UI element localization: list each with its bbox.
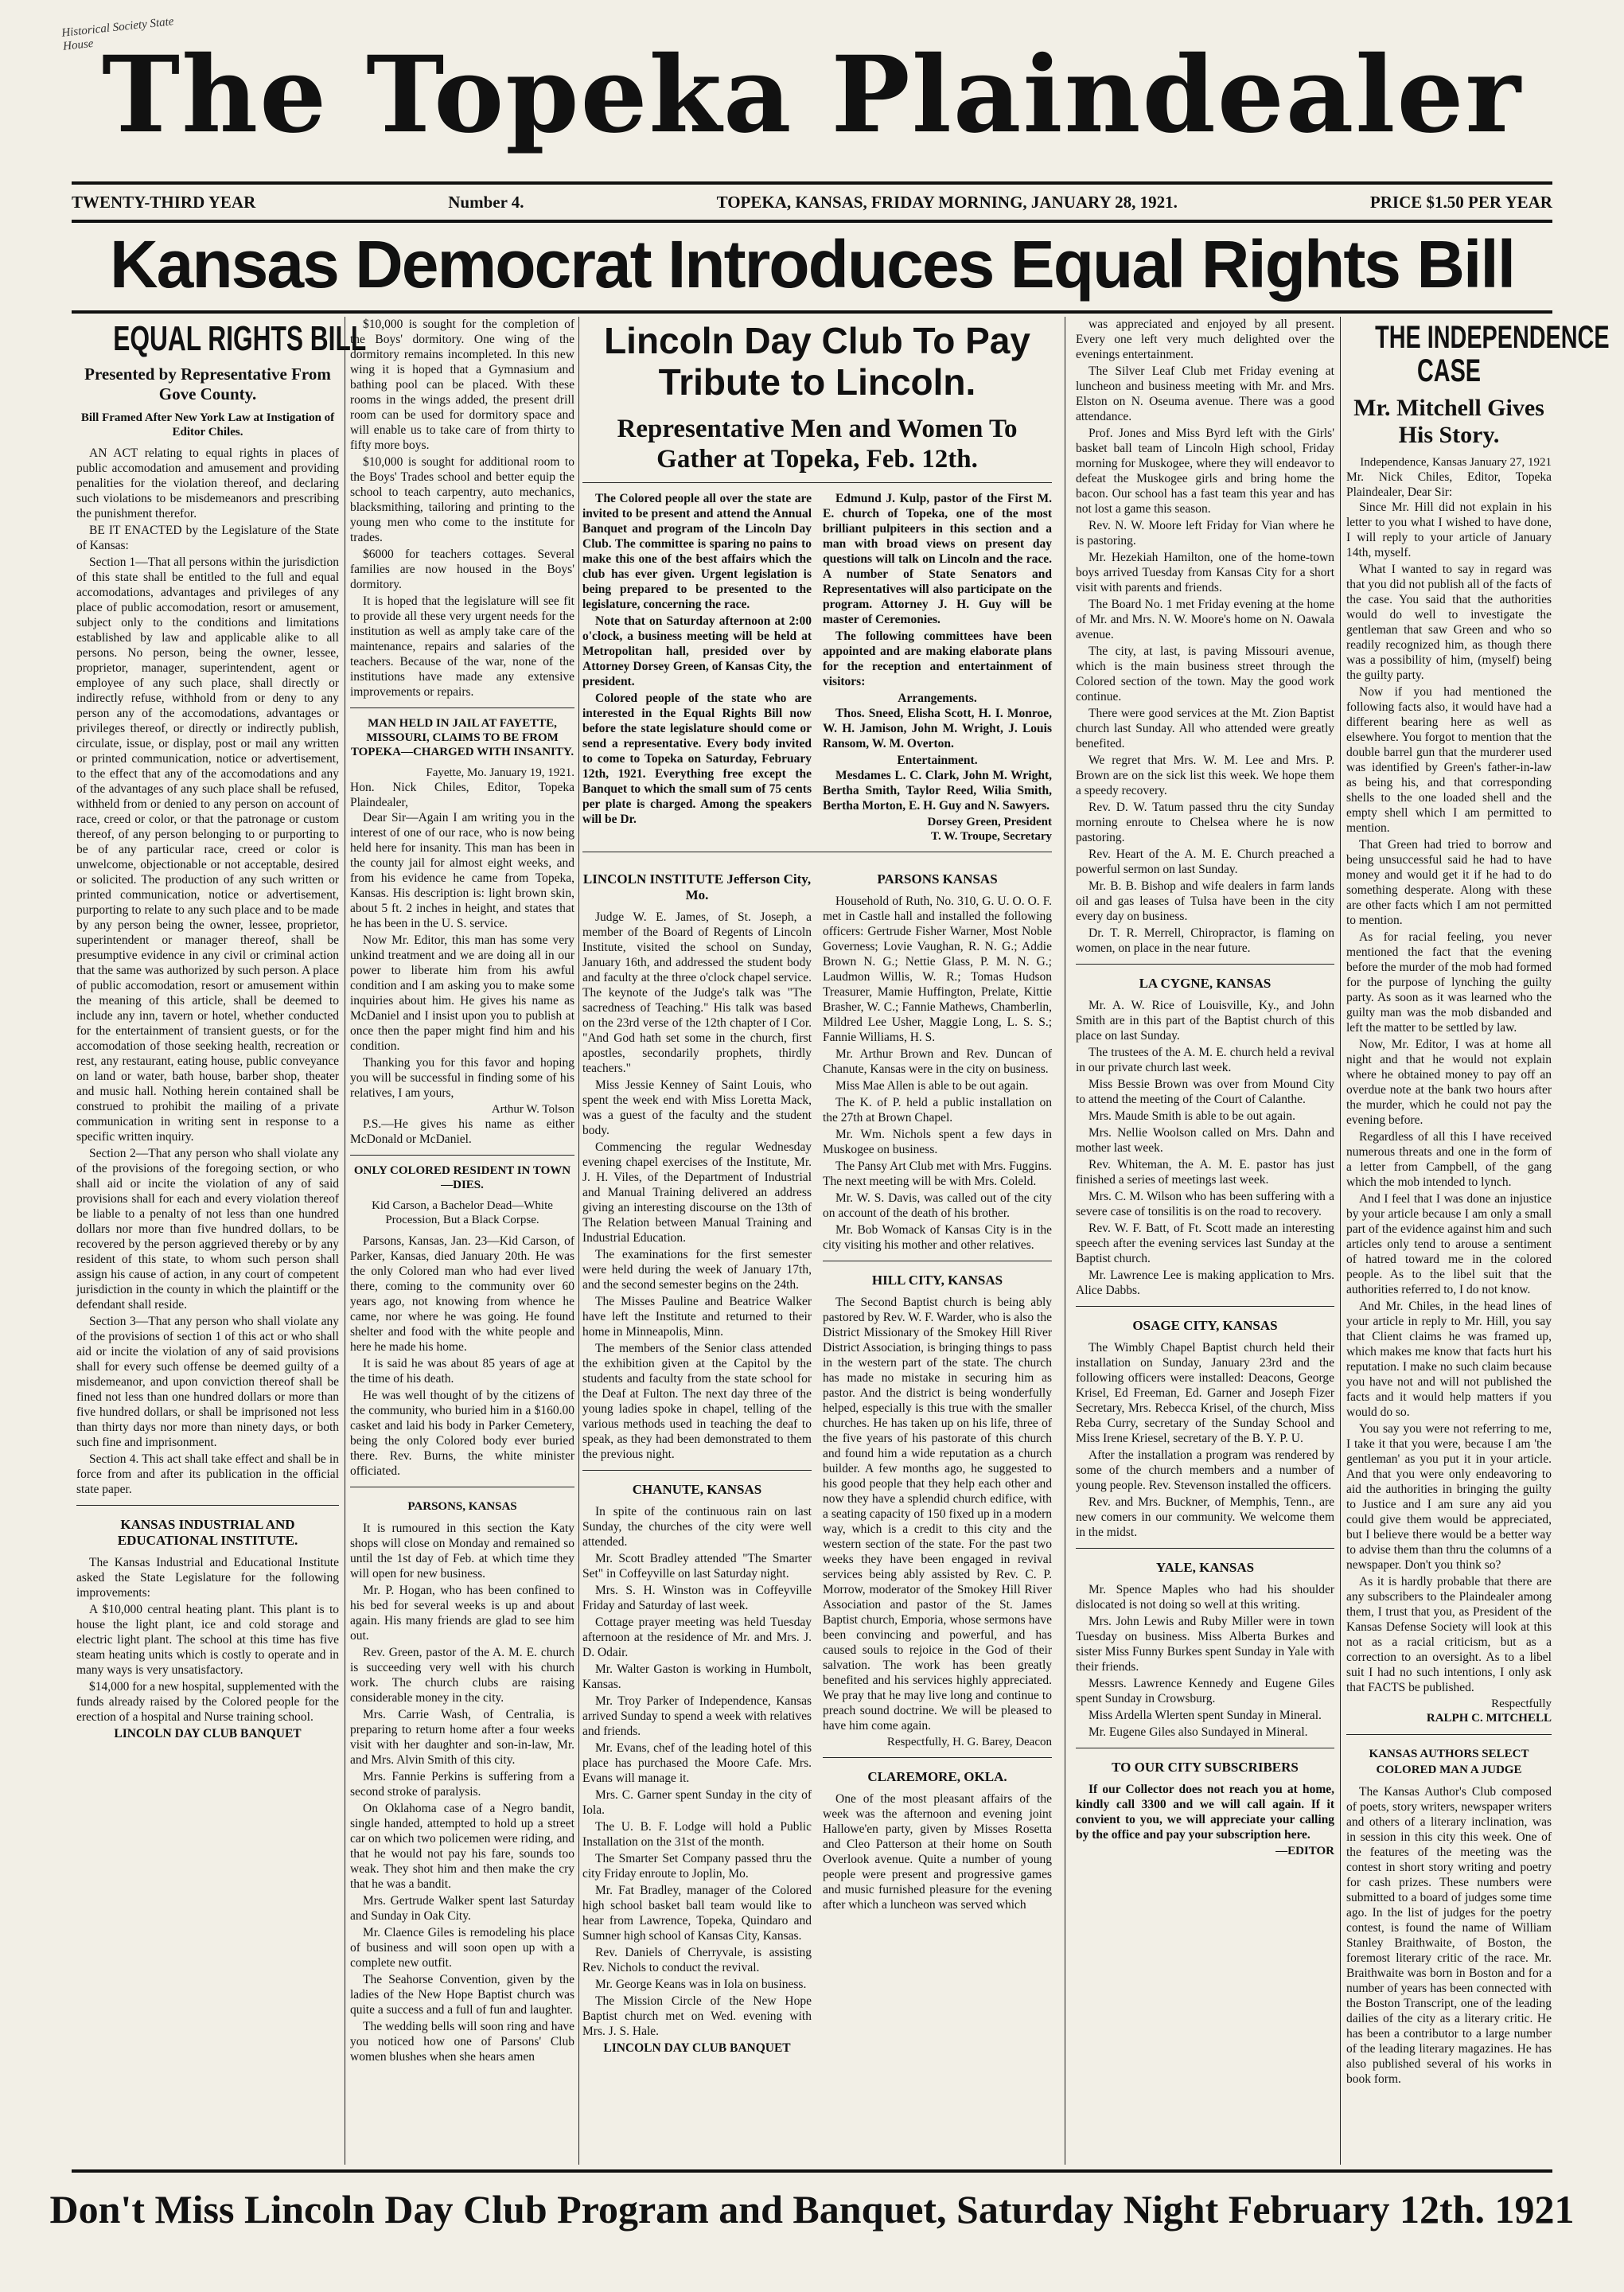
column-3 (582, 317, 1052, 2165)
volume-year: TWENTY-THIRD YEAR (72, 192, 256, 212)
section-title: CLAREMORE, OKLA. (867, 1769, 1007, 1784)
section-subtitle: Kid Carson, a Bachelor Dead—White Procession, But a Black Corpse. (372, 1199, 553, 1226)
article-paragraph: The trustees of the A. M. E. church held a revival in our private church last week. (1076, 1046, 1334, 1074)
article-paragraph: On Oklahoma case of a Negro bandit, single handed, attempted to hold up a street car on which two policemen were riding, and that he would not pay his fare, sounds too weak. They shot him and then make the cry that he was a bandit. (350, 1802, 574, 1891)
independence-title-2: CASE (1416, 353, 1482, 388)
article-paragraph: The Misses Pauline and Beatrice Walker have left the Institute and returned to their home in Minneapolis, Minn. (582, 1295, 812, 1339)
column-footer: LINCOLN DAY CLUB BANQUET (603, 2041, 791, 2055)
article-paragraph: There were good services at the Mt. Zion Baptist church last Sunday. All who attended were greatly benefited. (1076, 707, 1334, 750)
article-paragraph: Edmund J. Kulp, pastor of the First M. E. church of Topeka, one of the most brilliant pulpiteers in this section and a man with broad views on present day questions will talk on Lincoln and the race. A number of State Senators and Representatives will also participate on the program. Attorney J. H. Guy will be master of Ceremonies. (823, 492, 1052, 626)
article-paragraph: Now if you had mentioned the following facts also, it would have had a different bearing here as well as elsewhere. You forgot to mention that the double barrel gun that the murderer used was identified by Green's father-in-law as being his, and that corresponding shells to the one loaded shell and the empty shell which I am permitted to mention. (1346, 685, 1552, 835)
article-paragraph: Mr. Hezekiah Hamilton, one of the home-town boys arrived Tuesday from Kansas City for a short visit with parents and friends. (1076, 551, 1334, 594)
article-paragraph: Section 3—That any person who shall violate any of the provisions of section 1 of this act or who shall aid or incite the violation of any of said provisions shall for every such offense be deemed guilty of a misdemeanor, and upon conviction thereof shall be fined not less than one hundred dollars or more than five hundred dollars, or shall be imprisoned not less than thirty days nor more than ninety days, or both such fine and imprisonment. (76, 1315, 339, 1449)
article-paragraph: Rev. and Mrs. Buckner, of Memphis, Tenn., are new comers in our community. We welcome them in the midst. (1076, 1495, 1334, 1539)
article-paragraph: Thanking you for this favor and hoping you will be successful in finding some of his relatives, I am yours, (350, 1056, 574, 1100)
article-paragraph: He was well thought of by the citizens of the community, who buried him in a $160.00 casket and laid his body in Parker Cemetery, being the only Colored body ever buried there. Rev. Burns, the white minister officiated. (350, 1389, 574, 1478)
article-paragraph: Parsons, Kansas, Jan. 23—Kid Carson, of Parker, Kansas, died January 20th. He was the only Colored man who had ever lived there, coming to the community over 60 years ago, not knowing from whence he came, nor where he was going. He found shelter and food with the white people and here he made his home. (350, 1234, 574, 1354)
secretary-signature: T. W. Troupe, Secretary (931, 830, 1052, 843)
section-rule (1076, 964, 1334, 965)
article-paragraph: Rev. W. F. Batt, of Ft. Scott made an interesting speech after the evening services last Sunday at the Baptist church. (1076, 1222, 1334, 1265)
article-paragraph: The Seahorse Convention, given by the ladies of the New Hope Baptist church was quite a success and a full of fun and laughter. (350, 1973, 574, 2017)
article-paragraph: The Mission Circle of the New Hope Baptist church met on Wed. evening with Mrs. J. S. Hale. (582, 1994, 812, 2038)
article-paragraph: Mesdames L. C. Clark, John M. Wright, Bertha Smith, Taylor Reed, Wilia Smith, Bertha Morton, E. H. Guy and N. Sawyers. (823, 769, 1052, 813)
article-paragraph: Dear Sir—Again I am writing you in the interest of one of our race, who is now being held here for insanity. This man has been in the county jail for almost eight weeks, and from his evidence he came from Topeka, Kansas. His description is: light brown skin, about 5 ft. 2 inches in height, and states that he has been in the U. S. service. (350, 811, 574, 930)
article-paragraph: In spite of the continuous rain on last Sunday, the churches of the city were well attended. (582, 1505, 812, 1549)
article-paragraph: BE IT ENACTED by the Legislature of the State of Kansas: (76, 524, 339, 552)
section-rule (823, 1757, 1052, 1758)
article-paragraph: Rev. Heart of the A. M. E. Church preached a powerful sermon on last Sunday. (1076, 848, 1334, 876)
article-paragraph: The following committees have been appointed and are making elaborate plans for the reception and entertainment of visitors: (823, 630, 1052, 688)
section-title: MAN HELD IN JAIL AT FAYETTE, MISSOURI, CLAIMS TO BE FROM TOPEKA—CHARGED WITH INSANITY. (350, 717, 574, 758)
article-paragraph: Section 2—That any person who shall violate any of the provisions of the foregoing section, or who shall aid or incite the violation of any of said provisions shall for each and every violation thereof be liable to a penalty of not less than one hundred dollars nor more than five hundred dollars, to be recovered by the person aggrieved thereby or by any resident of this state, to whom such person shall assign his cause of action, in any court of competent jurisdiction in the county in which the plaintiff or the defendant shall reside. (76, 1147, 339, 1312)
article-paragraph: The K. of P. held a public installation on the 27th at Brown Chapel. (823, 1096, 1052, 1125)
article-paragraph: Mrs. Fannie Perkins is suffering from a second stroke of paralysis. (350, 1770, 574, 1799)
article-paragraph: The Kansas Author's Club composed of poets, story writers, newspaper writers and others of a literary inclination, was in session in this city this week. One of the features of the meeting was the contest in short story writing and poetry for cash prizes. These numbers were submitted to a board of judges some time ago. In the list of judges for the poetry contest, is found the name of William Stanley Braithwaite, of Boston, the foremost literary critic of the race. Mr. Braithwaite was born in Boston and for a number of years has been connected with the Boston Transcript, one of the leading dailies of the city as a literary critic. He has been a contributor to a large number of the leading literary magazines. He has also published several of his works in book form. (1346, 1785, 1552, 2086)
article-paragraph: As it is hardly probable that there are any subscribers to the Plaindealer among them, I trust that you, as President of the Kansas Defense Society will look at this not as a racial criticism, but as a correction to an oversight. As to a libel suit I had no such intentions, I only ask that FACTS be published. (1346, 1575, 1552, 1694)
article-paragraph: As for racial feeling, you never mentioned the fact that the evening before the murder of the mob had formed for the purpose of lynching the guilty party. As soon as it was learned who the guilty man was the mob disbanded and left the matter to be settled by law. (1346, 930, 1552, 1035)
section-rule (582, 1470, 812, 1471)
article-paragraph: $14,000 for a new hospital, supplemented with the funds already raised by the Colored people for the erection of a hospital and Nurse training school. (76, 1680, 339, 1724)
article-paragraph: Miss Bessie Brown was over from Mound City to attend the meeting of the Court of Calanthe. (1076, 1078, 1334, 1106)
article-paragraph: Mrs. Nellie Woolson called on Mrs. Dahn and mother last week. (1076, 1126, 1334, 1155)
article-paragraph: Prof. Jones and Miss Byrd left with the Girls' basket ball team of Lincoln High school, Friday morning for Muskogee, where they will endeavor to defeat the Muskogee girls and bring home the bacon. Our school has a fast team this year and has not lost a game this season. (1076, 427, 1334, 516)
article-paragraph: Regardless of all this I have received numerous threats and one in the form of a letter from Campbell, of the gang which the mob intended to lynch. (1346, 1130, 1552, 1189)
letter-salute: Mr. Nick Chiles, Editor, Topeka Plaindealer, Dear Sir: (1346, 470, 1552, 499)
letter-salute: Hon. Nick Chiles, Editor, Topeka Plaindealer, (350, 781, 574, 809)
letter-dateline: Independence, Kansas January 27, 1921 (1360, 456, 1552, 469)
article-paragraph: The Colored people all over the state are invited to be present and attend the Annual Banquet and program of the Lincoln Day Club. The committee is sparing no pains to make this one of the best affairs which the club has ever given. Urgent legislation is being prepared to be presented to the legislature, concerning the race. (582, 492, 812, 611)
article-paragraph: Mrs. S. H. Winston was in Coffeyville Friday and Saturday of last week. (582, 1584, 812, 1612)
article-paragraph: The members of the Senior class attended the exhibition given at the Capitol by the students and faculty from the state school for the Deaf at Fulton. The next day three of the young ladies spoke in chapel, telling of the various methods used in teaching the deaf to speak, as they had been demonstrated to them the previous night. (582, 1342, 812, 1461)
section-title: YALE, KANSAS (1155, 1560, 1255, 1575)
section-rule (1076, 1548, 1334, 1549)
article-paragraph: The Pansy Art Club met with Mrs. Fuggins. The next meeting will be with Mrs. Coleld. (823, 1160, 1052, 1188)
section-title: LA CYGNE, KANSAS (1139, 976, 1272, 991)
article-paragraph: Mr. A. W. Rice of Louisville, Ky., and John Smith are in this part of the Baptist church of this place on last Sunday. (1076, 999, 1334, 1043)
article-paragraph: Mrs. C. M. Wilson who has been suffering with a severe case of tonsilitis is on the road to recovery. (1076, 1190, 1334, 1218)
article-paragraph: If our Collector does not reach you at home, kindly call 3300 and we will call again. If it convient to you, we will appreciate your calling by the office and pay your subscription here. (1076, 1783, 1334, 1842)
article-paragraph: The Kansas Industrial and Educational Institute asked the State Legislature for the following improvements: (76, 1556, 339, 1600)
article-paragraph: Thos. Sneed, Elisha Scott, H. I. Monroe, W. H. Jamison, John M. Wright, J. Louis Ransom, W. M. Overton. (823, 707, 1052, 750)
column-divider (578, 317, 579, 2165)
article-paragraph: Mr. Claence Giles is remodeling his place of business and will soon open up with a complete new outfit. (350, 1926, 574, 1970)
article-paragraph: Mr. P. Hogan, who has been confined to his bed for several weeks is up and about again. His many friends are glad to see him out. (350, 1584, 574, 1643)
article-paragraph: Rev. Whiteman, the A. M. E. pastor has just finished a series of meetings last week. (1076, 1158, 1334, 1187)
article-paragraph: Mr. Lawrence Lee is making application to Mrs. Alice Dabbs. (1076, 1269, 1334, 1297)
dateline: TOPEKA, KANSAS, FRIDAY MORNING, JANUARY 28, 1921. (716, 192, 1178, 212)
article-paragraph: The city, at last, is paving Missouri avenue, which is the main business street through the Colored section of the town. May the good work continue. (1076, 645, 1334, 704)
section-title: ONLY COLORED RESIDENT IN TOWN—DIES. (353, 1164, 571, 1191)
bottom-banner: Don't Miss Lincoln Day Club Program and Banquet, Saturday Night February 12th. 1921 (49, 2187, 1575, 2232)
article-paragraph: Rev. Green, pastor of the A. M. E. church is succeeding very well with his church work. The church clubs are raising considerable money in the city. (350, 1646, 574, 1705)
article-paragraph: Mr. Troy Parker of Independence, Kansas arrived Sunday to spend a week with relatives and friends. (582, 1694, 812, 1738)
section-title: CHANUTE, KANSAS (632, 1482, 762, 1497)
article-paragraph: Now, Mr. Editor, I was at home all night and that he would not explain where he obtained money to pay off an overdue note at the bank two hours after the murder, which he could not pay the evening before. (1346, 1038, 1552, 1127)
lincoln-day-sub: Representative Men and Women To Gather at Topeka, Feb. 12th. (617, 415, 1018, 474)
masthead: The Topeka Plaindealer (101, 33, 1522, 157)
bottom-rule (72, 2169, 1552, 2173)
letter-signature: Respectfully, H. G. Barey, Deacon (886, 1736, 1052, 1748)
article-paragraph: And I feel that I was done an injustice by your article because I am only a small part of the evidence against him and such articles only tend to arouse a sentiment of hatred toward me in the colored people. As to the libel suit that the authorities referred to, I do not know. (1346, 1192, 1552, 1296)
article-paragraph: Rev. D. W. Tatum passed thru the city Sunday morning enroute to Chelsea where he is now pastoring. (1076, 801, 1334, 844)
article-paragraph: Mrs. C. Garner spent Sunday in the city of Iola. (582, 1788, 812, 1817)
section-title: LINCOLN INSTITUTE Jefferson City, Mo. (582, 871, 812, 902)
equal-rights-title: EQUAL RIGHTS BILL (113, 319, 367, 358)
article-paragraph: Mrs. Gertrude Walker spent last Saturday and Sunday in Oak City. (350, 1894, 574, 1923)
article-paragraph: Mr. Wm. Nichols spent a few days in Muskogee on business. (823, 1128, 1052, 1156)
committee-label: Entertainment. (897, 754, 978, 767)
article-paragraph: The wedding bells will soon ring and have you noticed how one of Parsons' Club women blushes when she hears amen (350, 2020, 574, 2064)
price: PRICE $1.50 PER YEAR (1369, 192, 1552, 212)
column-3-lower (582, 860, 1052, 2056)
article-paragraph: Rev. Daniels of Cherryvale, is assisting Rev. Nichols to conduct the revival. (582, 1946, 812, 1974)
article-paragraph: Mrs. John Lewis and Ruby Miller were in town Tuesday on business. Miss Alberta Burkes and sister Miss Funny Burkes spent Sunday in Yale with their friends. (1076, 1615, 1334, 1674)
article-paragraph: A $10,000 central heating plant. This plant is to house the light plant, ice and cold storage and electric light plant. The school at this time has five steam heating units which is costly to operate and in many ways is very unsatisfactory. (76, 1603, 339, 1677)
article-paragraph: The Board No. 1 met Friday evening at the home of Mr. and Mrs. N. W. Moore's home on N. Oawala avenue. (1076, 598, 1334, 641)
section-rule (1076, 1306, 1334, 1307)
article-paragraph: $10,000 is sought for additional room to the Boys' Trades school and better equip the school to teach carpentry, auto mechanics, blacksmithing, tailoring and printing to the young men who come to the institute for trades. (350, 455, 574, 544)
article-paragraph: We regret that Mrs. W. M. Lee and Mrs. P. Brown are on the sick list this week. We hope them a speedy recovery. (1076, 754, 1334, 797)
section-title: OSAGE CITY, KANSAS (1132, 1318, 1278, 1333)
article-paragraph: Dr. T. R. Merrell, Chiropractor, is flaming on women, on place in the near future. (1076, 926, 1334, 955)
lincoln-day-body (582, 491, 1052, 844)
article-paragraph: Colored people of the state who are interested in the Equal Rights Bill now before the state legislature should come or send a representative. Every body invited to come to Topeka on Saturday, February 12th, 1921. Everything free except the Banquet to which the small sum of 75 cents per plate is charged. Among the speakers will be Dr. (582, 692, 812, 826)
article-paragraph: Mr. Spence Maples who had his shoulder dislocated is not doing so well at this writing. (1076, 1583, 1334, 1612)
article-paragraph: Section 1—That all persons within the jurisdiction of this state shall be entitled to the full and equal accomodations, advantages and privileges of any place of public accomodation, resort or amusement, subject only to the conditions and limitations established by law and applicable alike to all persons. No person, being the owner, lessee, proprietor, manager, superintendent, agent or employee of any such place, shall directly or indirectly refuse, withhold from or deny to any person any of the accomodations, advantages or privileges thereof, or directly or indirectly publish, circulate, issue, or display, post or mail any written or printed communication, notice or advertisement, to the effect that any of the accomodations and any of the advantages of any such place shall be refused, withheld from or denied to any person on account of race, creed or color, or that the patronage or custom thereof, of any person belonging to or purporting to be of any particular race, creed or color is unwelcome, objectionable or not acceptable, desired or solicited. The production of any such written or printed communication, notice or advertisement, purporting to relate to any such place and to be made by any person being the owner, lessee, proprietor, superintendent or manager thereof, shall be presumptive evidence in any civil or criminal action that the same was authorized by such person. A place of public accomodation, resort or amusement within the meaning of this article, shall be deemed to include any inn, tavern or hotel, whether conducted for the entertainment of transient guests, or for the accomodation of those seeking health, recreation or rest, any restaurant, eating house, public conveyance on land or water, bath house, barber shop, theater and music hall. Nothing herein contained shall be construed to prohibit the mailing of a private communication in writing sent in response to a specific written inquiry. (76, 555, 339, 1144)
section-title: PARSONS, KANSAS (407, 1500, 517, 1513)
article-paragraph: was appreciated and enjoyed by all present. Every one left very much delighted over the evenings entertainment. (1076, 318, 1334, 361)
equal-rights-sub: Presented by Representative From Gove County. (84, 364, 331, 403)
article-paragraph: The U. B. F. Lodge will hold a Public Installation on the 31st of the month. (582, 1820, 812, 1849)
column-footer: LINCOLN DAY CLUB BANQUET (114, 1727, 302, 1740)
article-paragraph: Rev. N. W. Moore left Friday for Vian where he is pastoring. (1076, 519, 1334, 548)
article-paragraph: And Mr. Chiles, in the head lines of your article in reply to Mr. Hill, you say that Client claims he was framed up, which makes me know that facts hurt his reputation. I make no such claim because you have not and will not published the facts and it would help matters if you would do so. (1346, 1300, 1552, 1419)
article-paragraph: Mr. Scott Bradley attended "The Smarter Set" in Coffeyville on last Saturday night. (582, 1552, 812, 1581)
independence-sub: Mr. Mitchell Gives His Story. (1353, 395, 1544, 448)
column-2 (350, 317, 574, 2165)
main-headline: Kansas Democrat Introduces Equal Rights Bill (109, 227, 1515, 302)
letter-signature: Arthur W. Tolson (491, 1103, 574, 1116)
section-title: HILL CITY, KANSAS (871, 1273, 1003, 1288)
article-paragraph: Mr. Fat Bradley, manager of the Colored high school basket ball team would like to hear from Lawrence, Topeka, Quindaro and Sumner high school of Kansas City, Kansas. (582, 1884, 812, 1943)
article-paragraph: It is rumoured in this section the Katy shops will close on Monday and remained so until the 1st day of Feb. at which time they will open for new business. (350, 1522, 574, 1581)
article-paragraph: Since Mr. Hill did not explain in his letter to you what I wished to have done, I will reply to your article of January 14th, myself. (1346, 501, 1552, 559)
section-title: TO OUR CITY SUBSCRIBERS (1112, 1760, 1299, 1775)
article-paragraph: $6000 for teachers cottages. Several families are now housed in the Boys' dormitory. (350, 548, 574, 591)
article-paragraph: $10,000 is sought for the completion of the Boys' dormitory. One wing of the dormitory remains incompleted. In this new wing it is hoped that a Gymnasium and bathing pool can be placed. With these rooms in the wings added, the present drill room can be used for dormitory space and will enable us to take care of from thirty to fifty more boys. (350, 318, 574, 452)
article-paragraph: Messrs. Lawrence Kennedy and Eugene Giles spent Sunday in Crowsburg. (1076, 1677, 1334, 1705)
letter-signature: RALPH C. MITCHELL (1426, 1712, 1552, 1725)
article-paragraph: Miss Jessie Kenney of Saint Louis, who spent the week end with Miss Loretta Mack, was a guest of the faculty and the student body. (582, 1078, 812, 1137)
column-4 (1076, 317, 1334, 2165)
article-paragraph: The Second Baptist church is being ably pastored by Rev. W. F. Warder, who is also the District Missionary of the Smokey Hill River District Association, is bringing things to pass in the western part of the state. The church has made no mistake in securing him as pastor. And the district is being wonderfully helped, especially is this true with the smaller churches. He has taken up on his life, three of the five years of his pastorate of this church and found him a wide reputation as a church builder. A few months ago, he suggested to his good people that they help each other and now they have a splendid church edifice, with a seating capacity of 150 fixed up in a modern way, which is a credit to this city and the western section of the state. For the past two weeks they have been engaged in revival services being ably assisted by Rev. C. P. Morrow, moderator of the Smokey Hill River Association and pastor of the St. James Baptist church, Emporia, whose sermons have been convincing and powerful, and has caused souls to rejoice in the God of their salvation. The work has been greatly benefited and his services highly appreciated. We pray that he may live long and continue to preach sound doctrine. We will be pleased to have him come again. (823, 1296, 1052, 1733)
article-paragraph: AN ACT relating to equal rights in places of public accomodation and amusement and providing penalities for the violation thereof, and declaring such violations to be misdemeanors and prescribing the punishment therefor. (76, 446, 339, 520)
article-paragraph: Mr. George Keans was in Iola on business. (595, 1978, 807, 1991)
editor-signature: —EDITOR (1275, 1845, 1334, 1857)
letter-closing: Respectfully (1491, 1698, 1552, 1710)
article-paragraph: Mr. Evans, chef of the leading hotel of this place has purchased the Moore Cafe. Mrs. Evans will manage it. (582, 1741, 812, 1785)
president-signature: Dorsey Green, President (927, 816, 1052, 828)
headline-rule (72, 310, 1552, 314)
issue-number: Number 4. (448, 192, 524, 212)
article-paragraph: The Silver Leaf Club met Friday evening at luncheon and business meeting with Mr. and Mrs. Elston on N. Oseuma avenue. There was a good attendance. (1076, 364, 1334, 423)
article-paragraph: The Wimbly Chapel Baptist church held their installation on Sunday, January 23rd and the following officers were installed: Deacons, George Krisel, Ed Freeman, Ed. Garner and Joseph Fizer Secretary, Mrs. Rebecca Krisel, of the church, Miss Reba Curry, secretary of the Sunday School and Miss Irene Kriesel, secretary of the B. Y. P. U. (1076, 1341, 1334, 1445)
article-paragraph: After the installation a program was rendered by some of the church members and a number of young people. Rev. Stevenson installed the officers. (1076, 1448, 1334, 1492)
section-rule (582, 482, 1052, 483)
article-paragraph: Mr. W. S. Davis, was called out of the city on account of the death of his brother. (823, 1191, 1052, 1220)
article-paragraph: Mr. Bob Womack of Kansas City is in the city visiting his mother and other relatives. (823, 1223, 1052, 1252)
article-paragraph: Note that on Saturday afternoon at 2:00 o'clock, a business meeting will be held at Metropolitan hall, presided over by Attorney Dorsey Green, of Kansas City, the president. (582, 614, 812, 688)
article-paragraph: Mrs. Carrie Wash, of Centralia, is preparing to return home after a four weeks visit with her daughter and son-in-law, Mr. and Mrs. Alvin Smith of this city. (350, 1708, 574, 1767)
section-rule (350, 1155, 574, 1156)
historical-society-stamp: Historical Society State House (60, 15, 175, 53)
article-paragraph: Now Mr. Editor, this man has some very unkind treatment and we are doing all in our power to liberate him from his awful condition and I am asking you to make some inquiries about him. He gives his name as McDaniel and I insist upon you to publish at once then the paper might find him and his condition. (350, 934, 574, 1053)
article-paragraph: The examinations for the first semester were held during the week of January 17th, and the second semester begins on the 24th. (582, 1248, 812, 1292)
independence-title: THE INDEPENDENCE (1375, 320, 1610, 355)
article-paragraph: Mr. Eugene Giles also Sundayed in Mineral. (1089, 1725, 1308, 1739)
column-1 (76, 317, 367, 2165)
column-5 (1346, 317, 1610, 2165)
section-rule (1346, 1734, 1552, 1735)
info-bar (72, 181, 1552, 223)
letter-dateline: Fayette, Mo. January 19, 1921. (426, 766, 574, 779)
article-paragraph: Household of Ruth, No. 310, G. U. O. O. F. met in Castle hall and installed the following officers: Gertrude Fisher Warner, Most Noble Governess; Lovie Vaughan, R. N. G.; Addie Brown N. G.; Nettie Glass, P. M. N. G.; Laudmon Willis, W. R.; Tomas Hudson Treasurer, Mamie Huffington, Prelate, Kittie Brasher, W. C.; Fannie Mathews, Chamberlin, Mildred Lee Usher, Maggie Long, L. S. S.; Fannie Williams, H. S. (823, 895, 1052, 1044)
section-title: KANSAS AUTHORS SELECT COLORED MAN A JUDGE (1369, 1748, 1529, 1776)
article-paragraph: Commencing the regular Wednesday evening chapel exercises of the Institute, Mr. J. H. Viles, of the Department of Industrial and Manual Training delivered an address giving an interesting discourse on the 13th of The Relation between Manual Training and Industrial Education. (582, 1140, 812, 1245)
article-paragraph: It is hoped that the legislature will see fit to provide all these very urgent needs for the institution as well as amply take care of the maintenance, repairs and salaries of the teachers. Because of the war, none of the institutions have made any extensive improvements or repairs. (350, 594, 574, 699)
article-paragraph: Judge W. E. James, of St. Joseph, a member of the Board of Regents of Lincoln Institute, visited the school on Sunday, January 16th, and addressed the student body and faculty at the three o'clock chapel service. The keynote of the Judge's talk was "The sacredness of Teaching." His talk was based on the 23rd verse of the 12th chapter of I Cor. "And God hath set some in the church, first apostles, secondarily prophets, thirdly teachers." (582, 910, 812, 1075)
article-paragraph: The Smarter Set Company passed thru the city Friday enroute to Joplin, Mo. (582, 1852, 812, 1881)
article-paragraph: P.S.—He gives his name as either McDonald or McDaniel. (350, 1117, 574, 1146)
equal-rights-deck: Bill Framed After New York Law at Instigation of Editor Chiles. (80, 411, 335, 439)
article-paragraph: You say you were not referring to me, I take it that you were, because I am 'the gentleman' as you put it in your article. And that you were only endeavoring to aid the authorities in bringing the guilty to Justice and I am sure any aid you could give them would be appreciated, but I believe there would be a better way to advise them than thru the columns of a newspaper. Don't you think so? (1346, 1422, 1552, 1572)
article-paragraph: Section 4. This act shall take effect and shall be in force from and after its publication in the official state paper. (76, 1452, 339, 1496)
article-paragraph: That Green had tried to borrow and being unsuccessful said he had to have money and would get it if he had to do something desperate. Along with these are other facts which I am not permitted to mention. (1346, 838, 1552, 927)
article-paragraph: Cottage prayer meeting was held Tuesday afternoon at the residence of Mr. and Mrs. J. D. Odair. (582, 1616, 812, 1659)
section-rule (76, 1505, 339, 1506)
article-paragraph: Mr. Walter Gaston is working in Humbolt, Kansas. (582, 1662, 812, 1691)
section-rule (350, 707, 574, 708)
article-paragraph: Mr. B. B. Bishop and wife dealers in farm lands oil and gas leases of Tulsa have been in the city every day on business. (1076, 879, 1334, 923)
column-divider (1340, 317, 1341, 2165)
article-paragraph: Mr. Arthur Brown and Rev. Duncan of Chanute, Kansas were in the city on business. (823, 1047, 1052, 1076)
lincoln-day-title: Lincoln Day Club To Pay Tribute to Lincoln. (604, 320, 1030, 403)
article-paragraph: Miss Mae Allen is able to be out again. (835, 1079, 1029, 1093)
article-paragraph: Mrs. Maude Smith is able to be out again. (1089, 1109, 1296, 1123)
committee-label: Arrangements. (898, 692, 977, 705)
article-paragraph: One of the most pleasant affairs of the week was the afternoon and evening joint Hallowe'en party, given by Misses Rosetta and Cleo Patterson at their home on South Overlook avenue. Quite a number of young people were present and progressive games and music furnished pleasure for the evening after which a luncheon was served which (823, 1792, 1052, 1912)
section-title: PARSONS KANSAS (877, 871, 998, 887)
article-paragraph: Miss Ardella Wlerten spent Sunday in Mineral. (1089, 1709, 1322, 1722)
section-title: KANSAS INDUSTRIAL AND EDUCATIONAL INSTITUTE. (117, 1517, 298, 1548)
article-paragraph: It is said he was about 85 years of age at the time of his death. (350, 1357, 574, 1386)
article-paragraph: What I wanted to say in regard was that you did not publish all of the facts of the case. You said that the authorities would do well to investigate the gentleman that saw Green and who so readily recognized him, as though there was a possibility of him, (myself) being the guilty party. (1346, 563, 1552, 682)
